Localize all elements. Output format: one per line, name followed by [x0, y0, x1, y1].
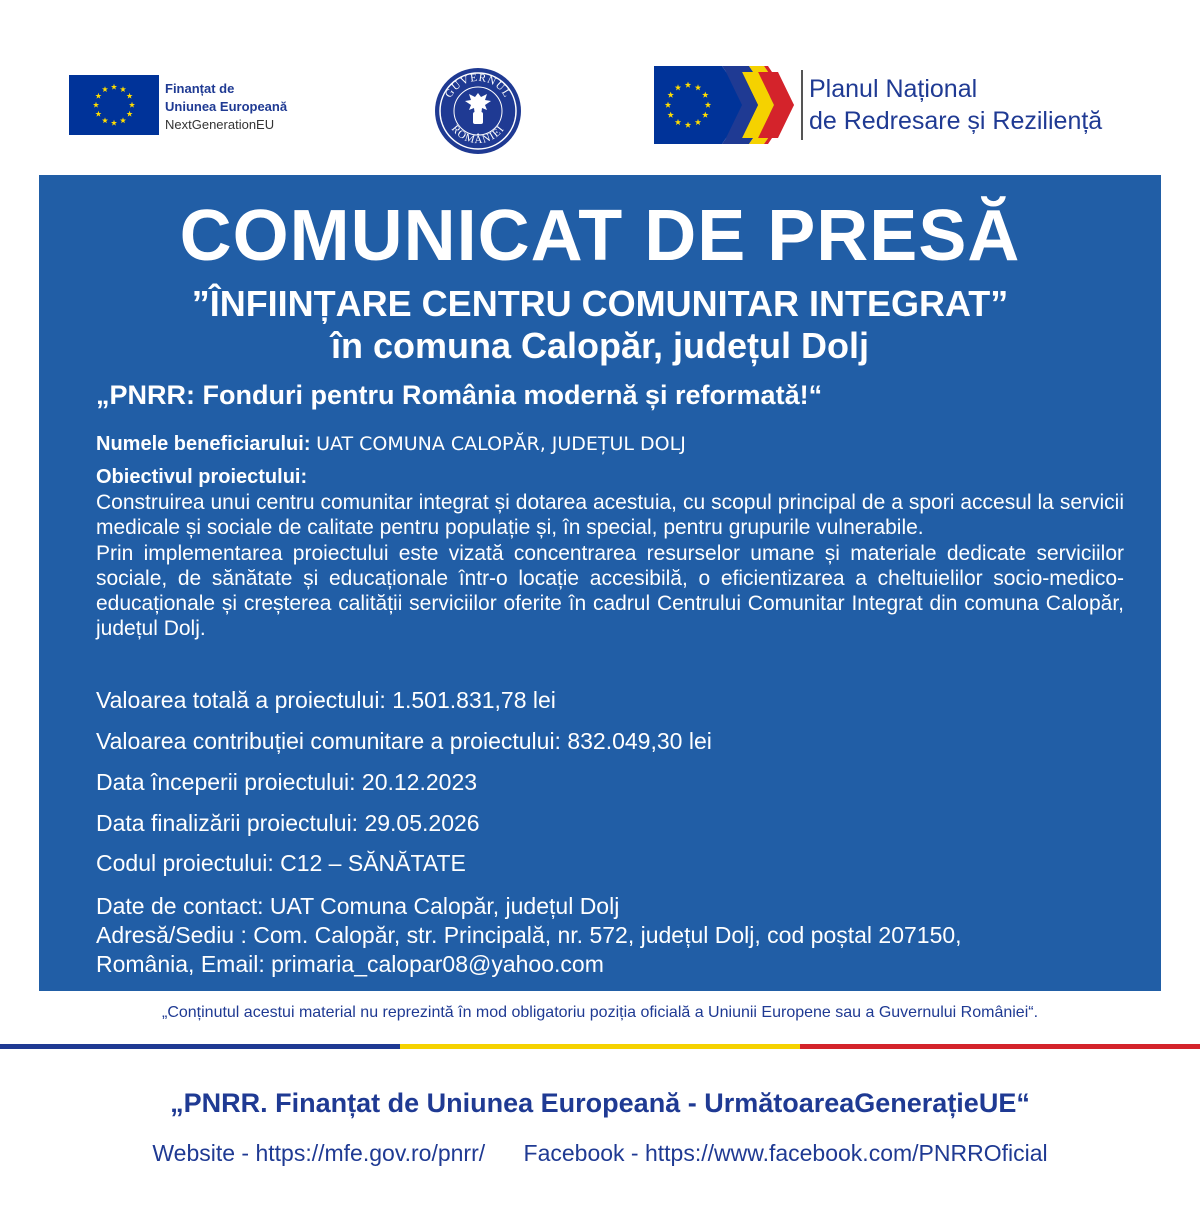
stripe-yellow [400, 1044, 800, 1049]
pnrr-divider [801, 70, 803, 140]
footer-links [0, 1140, 1200, 1167]
stripe-red [800, 1044, 1200, 1049]
eu-funding-text: Finanțat de Uniunea Europeană NextGenerationEU [165, 81, 288, 132]
pnrr-title: Planul Național de Redresare și Reziliență [809, 75, 1103, 135]
end-date: Data finalizării proiectului: 29.05.2026 [96, 810, 480, 836]
beneficiary-label: Numele beneficiarului: [96, 433, 311, 455]
stripe-blue [0, 1044, 400, 1049]
pnrr-slogan: „PNRR: Fonduri pentru România modernă și reformată!“ [96, 380, 823, 410]
facebook-link[interactable]: Facebook - https://www.facebook.com/PNRROficial [523, 1140, 1048, 1166]
footer-slogan: „PNRR. Finanțat de Uniunea Europeană - UrmătoareaGenerațieUE“ [170, 1088, 1030, 1118]
svg-text:ROMÂNIEI: ROMÂNIEI [448, 122, 508, 147]
government-seal-icon [433, 66, 523, 156]
total-value: Valoarea totală a proiectului: 1.501.831,78 lei [96, 687, 556, 713]
svg-text:GUVERNUL: GUVERNUL [442, 71, 514, 101]
website-link[interactable]: Website - https://mfe.gov.ro/pnrr/ [152, 1140, 486, 1166]
objective-label: Obiectivul proiectului: [96, 466, 308, 488]
press-release-title: COMUNICAT DE PRESĂ [179, 196, 1021, 276]
beneficiary-value: UAT COMUNA CALOPĂR, JUDEȚUL DOLJ [316, 433, 686, 455]
disclaimer: „Conținutul acestui material nu reprezintă în mod obligatoriu poziția oficială a Uniunii Europene sau a Guvernului României“. [161, 1004, 1039, 1021]
project-code: Codul proiectului: C12 – SĂNĂTATE [96, 850, 466, 876]
start-date: Data începerii proiectului: 20.12.2023 [96, 769, 478, 795]
press-release-panel [39, 175, 1161, 991]
project-subtitle: ”ÎNFIINȚARE CENTRU COMUNITAR INTEGRAT” în comuna Calopăr, județul Dolj [191, 283, 1009, 366]
eu-flag-icon [69, 75, 159, 135]
community-value: Valoarea contribuției comunitare a proiectului: 832.049,30 lei [96, 728, 712, 754]
objective-text: Construirea unui centru comunitar integrat și dotarea acestuia, cu scopul principal de a spori accesul la servicii medicale și sociale de calitate pentru populație și, în special, pentru grupurile vulnerabile. Prin implementarea proiectului este vizată concentrarea resurselor umane și materiale dedicate serviciilor sociale, de sănătate și educaționale într-o locație accesibilă, o eficientizarea a cheltuielilor socio-medico-educaționale și creșterea calității serviciilor oferite în cadrul Centrului Comunitar Integrat din comuna Calopăr, județul Dolj. [96, 491, 1124, 641]
pnrr-logo-icon [654, 66, 794, 144]
contact-block: Date de contact: UAT Comuna Calopăr, județul Dolj Adresă/Sediu : Com. Calopăr, str. Principală, nr. 572, județul Dolj, cod poștal 207150, România, Email: primaria_calopar08@yahoo.com [96, 893, 962, 977]
beneficiary-line [96, 433, 686, 456]
